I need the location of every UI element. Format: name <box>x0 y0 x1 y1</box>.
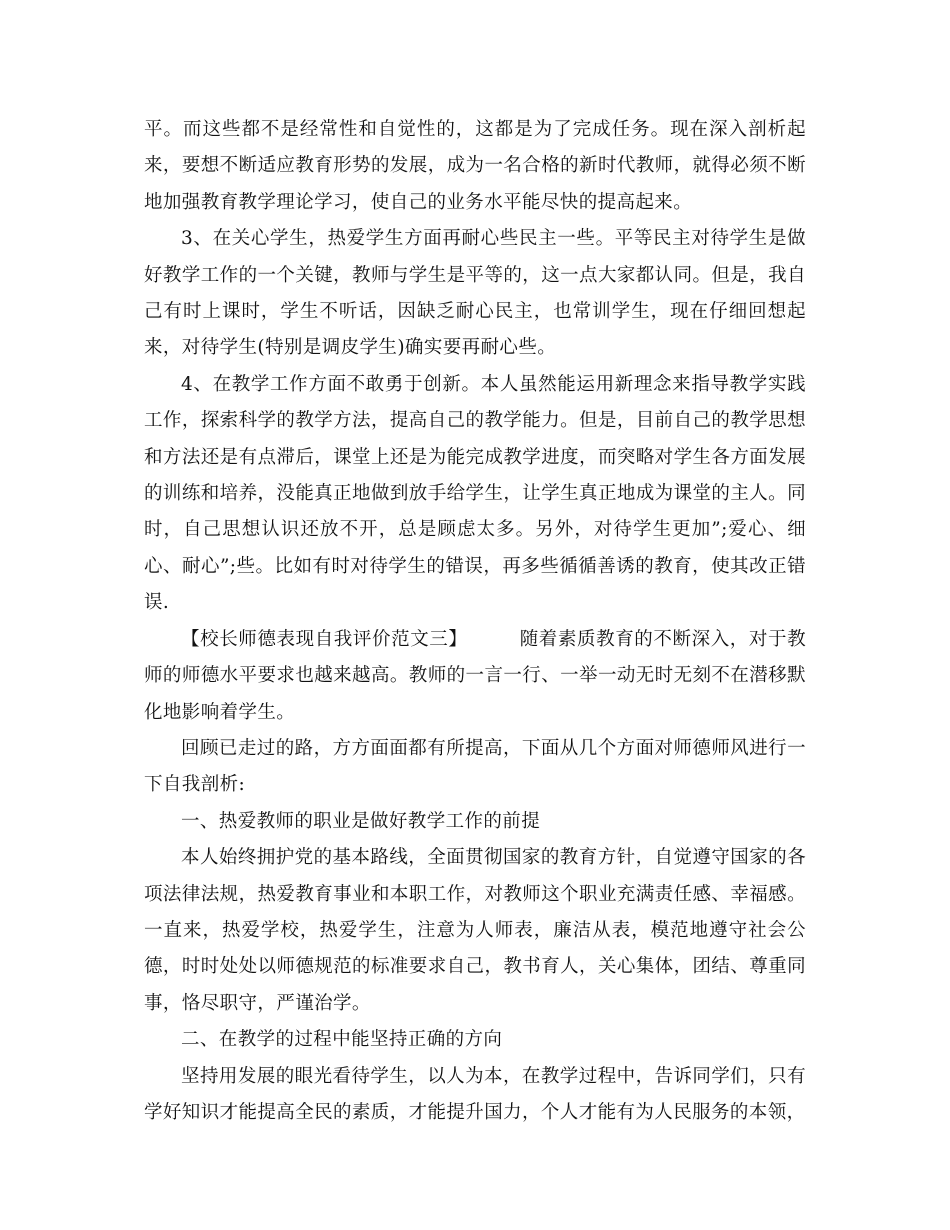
paragraph-section-three <box>144 622 806 731</box>
paragraph-continued: 平。而这些都不是经常性和自觉性的，这都是为了完成任务。现在深入剖析起来，要想不断适应教育形势的发展，成为一名合格的新时代教师，就得必须不断地加强教育教学理论学习，使自己的业务水平能尽快的提高起来。 <box>144 119 806 213</box>
document-body <box>144 112 806 1131</box>
paragraph-point-3: 3、在关心学生，热爱学生方面再耐心些民主一些。平等民主对待学生是做好教学工作的一个关键，教师与学生是平等的，这一点大家都认同。但是，我自己有时上课时，学生不听话，因缺乏耐心民主，也常训学生，现在仔细回想起来，对待学生(特别是调皮学生)确实要再耐心些。 <box>144 228 806 359</box>
subheading-one: 一、热爱教师的职业是做好教学工作的前提 <box>181 810 541 832</box>
paragraph-correct-direction: 坚持用发展的眼光看待学生，以人为本，在教学过程中，告诉同学们，只有学好知识才能提高全民的素质，才能提升国力，个人才能有为人民服务的本领， <box>144 1065 806 1123</box>
paragraph-review: 回顾已走过的路，方方面面都有所提高，下面从几个方面对师德师风进行一下自我剖析: <box>144 737 806 796</box>
paragraph-love-profession: 本人始终拥护党的基本路线，全面贯彻国家的教育方针，自觉遵守国家的各项法律法规，热爱教育事业和本职工作，对教师这个职业充满责任感、幸福感。一直来，热爱学校，热爱学生，注意为人师表，廉洁从表，模范地遵守社会公德，时时处处以师德规范的标准要求自己，教书育人，关心集体，团结、尊重同事，恪尽职守，严谨治学。 <box>144 847 806 1014</box>
paragraph-point-4: 4、在教学工作方面不敢勇于创新。本人虽然能运用新理念来指导教学实践工作，探索科学的教学方法，提高自己的教学能力。但是，目前自己的教学思想和方法还是有点滞后，课堂上还是为能完成教学进度，而突略对学生各方面发展的训练和培养，没能真正地做到放手给学生，让学生真正地成为课堂的主人。同时，自己思想认识还放不开，总是顾虑太多。另外，对待学生更加”;爱心、细心、耐心”;些。比如有时对待学生的错误，再多些循循善诱的教育，使其改正错误. <box>144 373 806 614</box>
section-heading: 【校长师德表现自我评价范文三】 <box>181 628 468 650</box>
subheading-two: 二、在教学的过程中能坚持正确的方向 <box>181 1029 503 1051</box>
section-intro: 随着素质教育的不断深入，对于教师的师德水平要求也越来越高。教师的一言一行、一举一动无时无刻不在潜移默化地影响着学生。 <box>144 628 806 723</box>
